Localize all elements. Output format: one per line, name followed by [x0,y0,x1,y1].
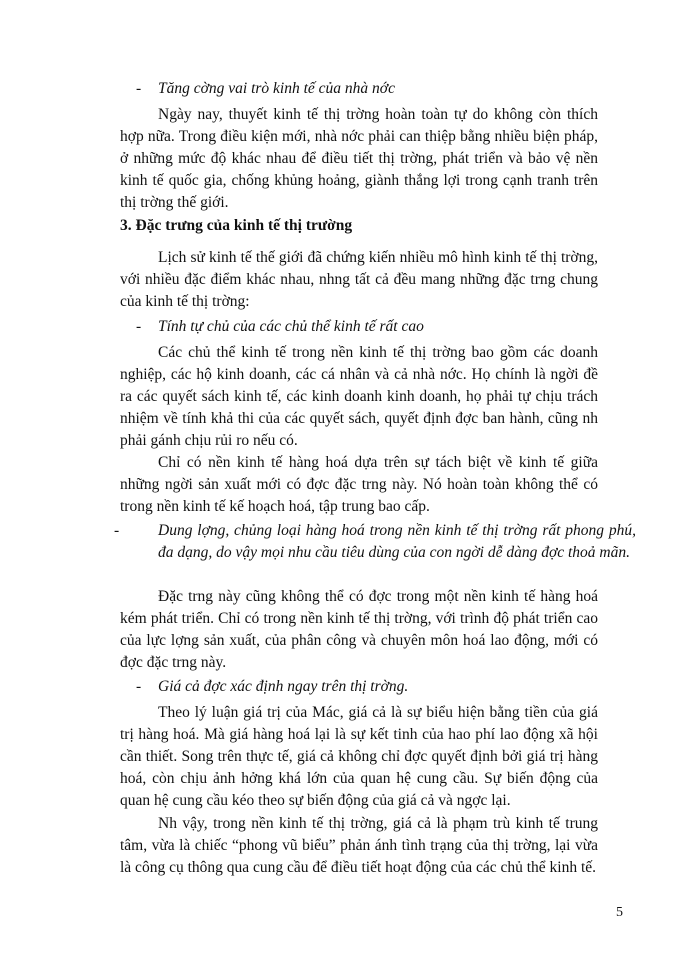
bullet-item-goods-variety [114,520,636,564]
bullet-item-state-role [120,78,598,100]
paragraph: Các chủ thể kinh tế trong nền kinh tế thị trờng bao gồm các doanh nghiệp, các hộ kinh doanh, các cá nhân và cả nhà nớc. Họ chính là ngời đề ra các quyết sách kinh tế, các kinh doanh kinh doanh, họ phải tự chịu trách nhiệm về tính khả thi của các quyết sách, quyết định đợc ban hành, cũng nh phải gánh chịu rủi ro nếu có. [120,344,598,449]
paragraph: Đặc trng này cũng không thể có đợc trong một nền kinh tế hàng hoá kém phát triển. Chỉ có trong nền kinh tế thị trờng, với trình độ phát triển cao của lực lợng sản xuất, của phân công và chuyên môn hoá lao động, mới có đợc đặc trng này. [120,588,598,671]
bullet-dash: - [136,80,142,97]
paragraph: Theo lý luận giá trị của Mác, giá cả là sự biểu hiện bằng tiền của giá trị hàng hoá. Mà giá hàng hoá lại là sự kết tinh của hao phí lao động xã hội cần thiết. Song trên thực tế, giá cả không chỉ đợc quyết định bởi giá trị hàng hoá, còn chịu ảnh hởng khá lớn của quan hệ cung cầu. Sự biến động của quan hệ cung cầu kéo theo sự biến động của giá cả và ngợc lại. [120,704,598,809]
paragraph: Ngày nay, thuyết kinh tế thị trờng hoàn toàn tự do không còn thích hợp nữa. Trong điều kiện mới, nhà nớc phải can thiệp bằng nhiều biện pháp, ở những mức độ khác nhau để điều tiết thị trờng, phát triển và bảo vệ nền kinh tế quốc gia, chống khủng hoảng, giành thắng lợi trong cạnh tranh trên thị trờng thế giới. [120,106,598,211]
bullet-item-price [120,676,598,698]
bullet-text: Giá cả đợc xác định ngay trên thị trờng. [158,678,409,695]
section-heading: 3. Đặc trưng của kinh tế thị trường [120,217,353,234]
bullet-dash: - [136,318,142,335]
bullet-item-autonomy [120,316,598,338]
paragraph: Nh vậy, trong nền kinh tế thị trờng, giá cả là phạm trù kinh tế trung tâm, vừa là chiếc “phong vũ biểu” phản ánh tình trạng của thị trờng, lại vừa là công cụ thông qua cung cầu để điều tiết hoạt động của các chủ thể kinh tế. [120,815,598,876]
bullet-text: Tính tự chủ của các chủ thể kinh tế rất cao [158,318,424,335]
bullet-dash: - [136,678,142,695]
bullet-dash: - [114,522,120,539]
paragraph: Chỉ có nền kinh tế hàng hoá dựa trên sự tách biệt về kinh tế giữa những ngời sản xuất mới có đợc đặc trng này. Nó hoàn toàn không thể có trong nền kinh tế kế hoạch hoá, tập trung bao cấp. [120,454,598,515]
paragraph: Lịch sử kinh tế thế giới đã chứng kiến nhiều mô hình kinh tế thị trờng, với nhiều đặc điểm khác nhau, nhng tất cả đều mang những đặc trng chung của kinh tế thị trờng: [120,249,598,310]
page-number: 5 [616,905,623,920]
bullet-text: Tăng cờng vai trò kinh tế của nhà nớc [158,80,395,97]
bullet-text: Dung lợng, chủng loại hàng hoá trong nền kinh tế thị trờng rất phong phú, đa dạng, do vậy mọi nhu cầu tiêu dùng của con ngời dễ dàng đợc thoả mãn. [158,522,636,561]
